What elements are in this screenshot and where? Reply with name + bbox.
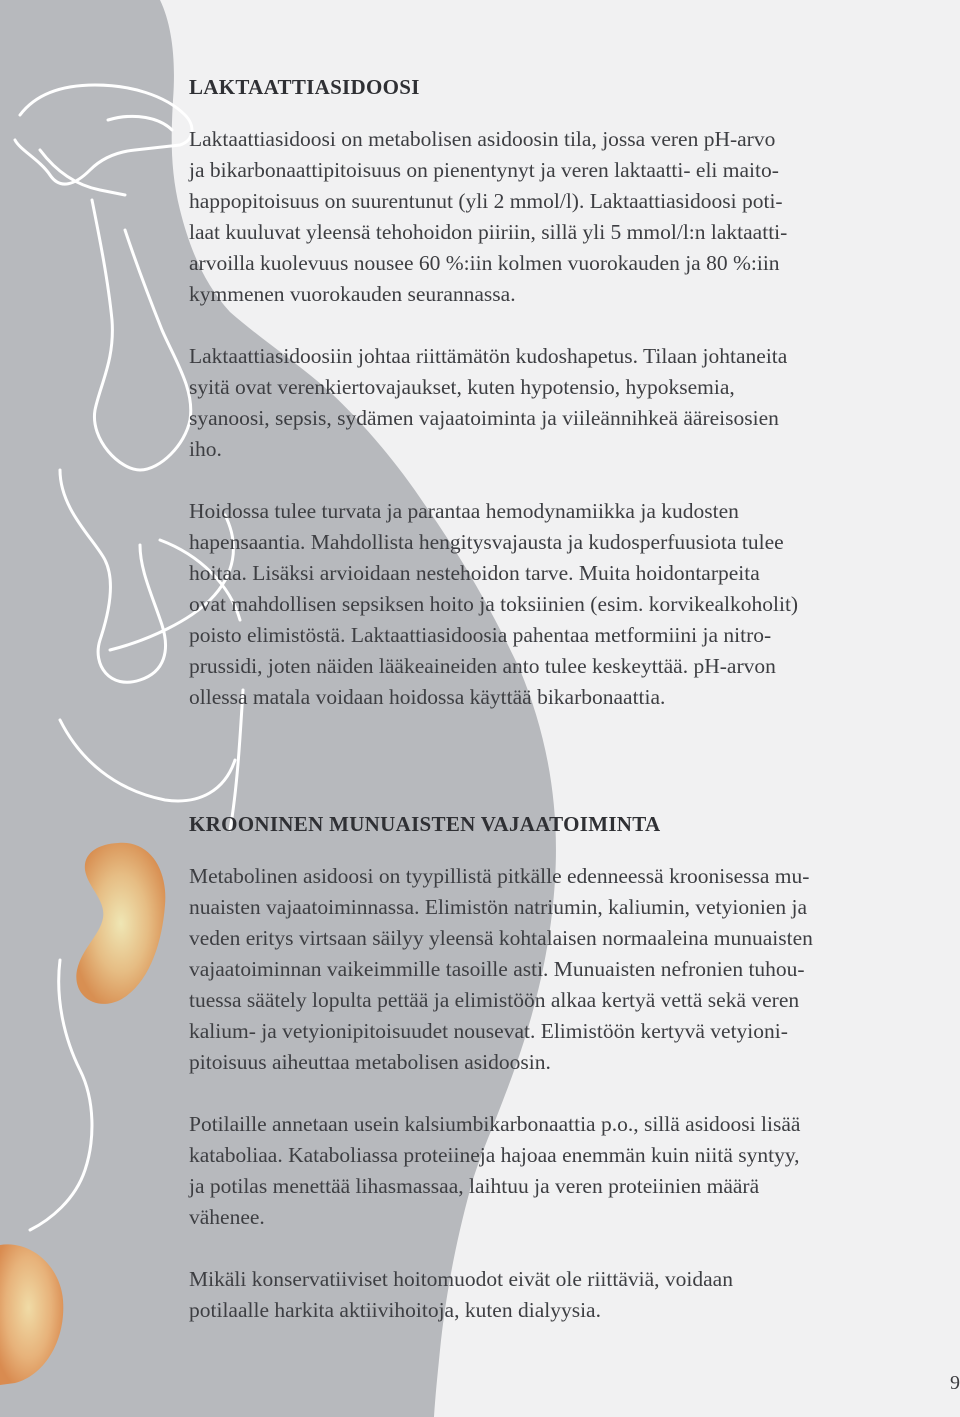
section-heading-laktaattiasidoosi: LAKTAATTIASIDOOSI xyxy=(189,75,420,99)
paragraph-5: Potilaille annetaan usein kalsiumbikarbonaattia p.o., sillä asidoosi lisää kataboliaa. Kataboliassa proteiineja hajoaa enemmän kuin niitä syntyy, ja potilas menettää lihasmassaa, laihtuu ja veren proteiinien määrä vähenee. xyxy=(189,1112,801,1229)
paragraph-2: Laktaattiasidoosiin johtaa riittämätön kudoshapetus. Tilaan johtaneita syitä ovat verenkiertovajaukset, kuten hypotensio, hypoksemia, syanoosi, sepsis, sydämen vajaatoiminta ja viileännihkeä ääreisosien iho. xyxy=(189,344,788,461)
paragraph-6: Mikäli konservatiiviset hoitomuodot eivät ole riittäviä, voidaan potilaalle harkita aktiivihoitoja, kuten dialyysia. xyxy=(189,1267,733,1322)
document-content xyxy=(189,72,914,1326)
section-heading-krooninen-munuaisten-vajaatoiminta: KROONINEN MUNUAISTEN VAJAATOIMINTA xyxy=(189,812,661,836)
paragraph-3: Hoidossa tulee turvata ja parantaa hemodynamiikka ja kudosten hapensaantia. Mahdollista hengitysvajausta ja kudosperfuusiota tulee hoitaa. Lisäksi arvioidaan nestehoidon tarve. Muita hoidontarpeita ovat mahdollisen sepsiksen hoito ja toksiinien (esim. korvikealkoholit) poisto elimistöstä. Laktaattiasidoosia pahentaa metformiini ja nitro- prussidi, joten näiden lääkeaineiden anto tulee keskeyttää. pH-arvon ollessa matala voidaan hoidossa käyttää bikarbonaattia. xyxy=(189,499,799,709)
paragraph-1: Laktaattiasidoosi on metabolisen asidoosin tila, jossa veren pH-arvo ja bikarbonaattipitoisuus on pienentynyt ja veren laktaatti- eli maito- happopitoisuus on suurentunut (yli 2 mmol/l). Laktaattiasidoosi poti- laat kuuluvat yleensä tehohoidon piiriin, sillä yli 5 mmol/l:n laktaatti- arvoilla kuolevuus nousee 60 %:iin kolmen vuorokauden ja 80 %:iin kymmenen vuorokauden seurannassa. xyxy=(189,127,788,306)
page-number: 9 xyxy=(950,1372,960,1394)
paragraph-4: Metabolinen asidoosi on tyypillistä pitkälle edenneessä kroonisessa mu- nuaisten vajaatoiminnassa. Elimistön natriumin, kaliumin, vetyionien ja veden eritys virtsaan säilyy yleensä kohtalaisen normaaleina munuaisten vajaatoiminnan vaikeimmille tasoille asti. Munuaisten nefronien tuhou- tuessa säätely lopulta pettää ja elimistöön alkaa kertyä vettä sekä veren kalium- ja vetyionipitoisuudet nousevat. Elimistöön kertyvä vetyioni- pitoisuus aiheuttaa metabolisen asidoosin. xyxy=(189,864,813,1074)
